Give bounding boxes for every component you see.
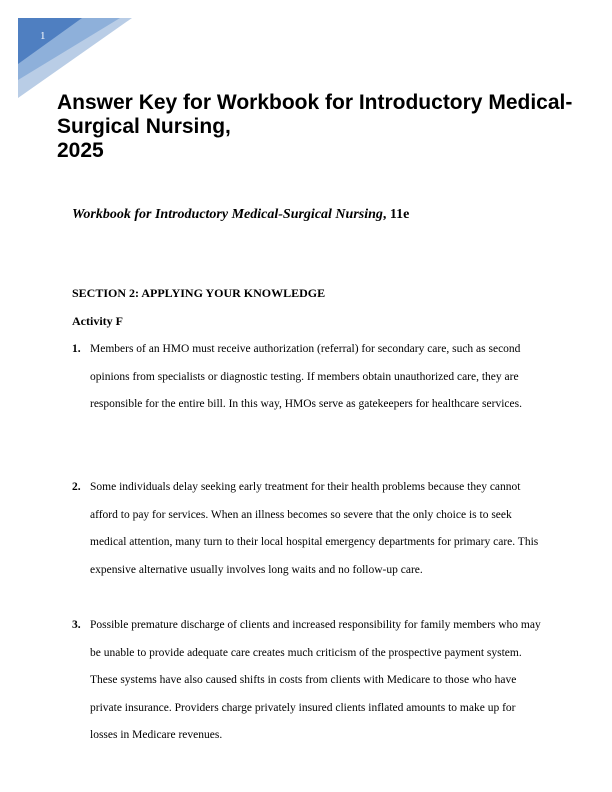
- book-subtitle: [72, 207, 409, 223]
- book-name: Workbook for Introductory Medical-Surgical Nursing: [72, 207, 383, 222]
- answer-item-2: [72, 474, 542, 584]
- item-number: 3.: [72, 619, 81, 631]
- section-heading: SECTION 2: APPLYING YOUR KNOWLEDGE: [72, 286, 326, 300]
- title-year: 2025: [57, 139, 104, 162]
- item-text: Some individuals delay seeking early treatment for their health problems because they cannot afford to pay for services. When an illness becomes so severe that the only choice is to seek medical attention, many turn to their local hospital emergency departments for primary care. This expensive alternative usually involves long waits and no follow-up care.: [90, 481, 539, 576]
- answer-item-1: [72, 336, 542, 419]
- answer-item-3: [72, 612, 542, 750]
- activity-heading: Activity F: [72, 314, 123, 328]
- item-number: 2.: [72, 481, 81, 493]
- title-text: Answer Key for Workbook for Introductory Medical-Surgical Nursing,: [57, 91, 573, 138]
- item-text: Possible premature discharge of clients and increased responsibility for family members who may be unable to provide adequate care creates much criticism of the prospective payment system. These systems have also caused shifts in costs from clients with Medicare to those who have private insurance. Providers charge privately insured clients inflated amounts to make up for losses in Medicare revenues.: [90, 619, 541, 741]
- item-number: 1.: [72, 343, 81, 355]
- document-title: [57, 91, 577, 163]
- book-edition: , 11e: [382, 207, 410, 222]
- item-text: Members of an HMO must receive authorization (referral) for secondary care, such as second opinions from specialists or diagnostic testing. If members obtain unauthorized care, they are responsible for the entire bill. In this way, HMOs serve as gatekeepers for healthcare services.: [90, 343, 522, 410]
- page-number: 1: [40, 30, 46, 42]
